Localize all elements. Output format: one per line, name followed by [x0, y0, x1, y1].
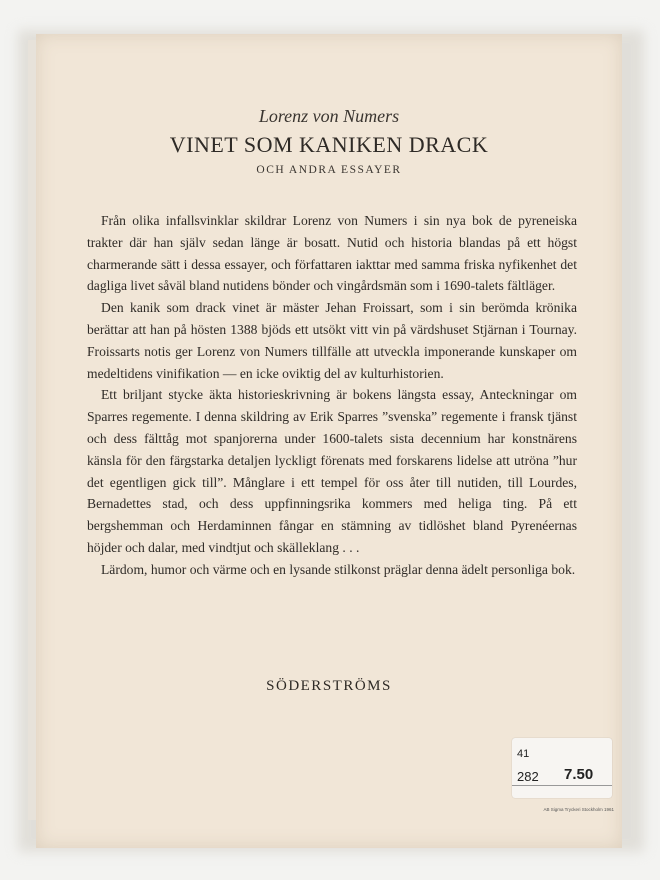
blurb-paragraph: Den kanik som drack vinet är mäster Jehan Froissart, som i sin berömda krönika berättar att han på hösten 1388 bjöds ett utsökt vitt vin på värdshuset Stjärnan i Tournay. Froissarts notis ger Lorenz von Numers tillfälle att utveckla imponerande kunskaper om medeltidens vinifikation — en icke oviktig del av kulturhistorien. [87, 300, 577, 381]
blurb-paragraph: Lärdom, humor och värme och en lysande stilkonst präglar denna ädelt personliga bok. [101, 561, 576, 577]
printer-note: AB Sigma Tryckeri Stockholm 1961 [543, 807, 614, 812]
sticker-code: 41 [517, 748, 530, 760]
blurb-paragraph: Ett briljant stycke äkta historieskrivning är bokens längsta essay, Anteckningar om Sparres regemente. I denna skildring av Erik Sparres ”svenska” regemente i fransk tjänst och dess fälttåg mot spanjorerna under 1600-talets sista decennium har konstnärens känsla för den färgstarka detaljen lyckligt förenats med forskarens lidelse att utröna ”hur det egentligen gick till”. Månglare i ett tempel för oss åter till nutiden, till Lourdes, Bernadettes stad, och dess uppfinningsrika kommers med heliga ting. På ett bergshemman och Herdaminnen fångar en stämning av tidlöshet bland Pyrenéernas höjder och dalar, med vindtjut och skälleklang . . . [87, 387, 577, 555]
blurb-text [87, 210, 577, 581]
sticker-number: 282 [517, 769, 539, 784]
author-name: Lorenz von Numers [258, 106, 400, 126]
book-back-cover [36, 34, 622, 848]
sticker-price: 7.50 [564, 766, 594, 783]
book-title: VINET SOM KANIKEN DRACK [169, 132, 489, 157]
blurb-paragraph: Från olika infallsvinklar skildrar Lorenz von Numers i sin nya bok de pyreneiska trakter där han själv sedan länge är bosatt. Nutid och historia blandas på ett högst charmerande sätt i dessa essayer, och författaren iakttar med samma friska nyfikenhet det dagliga livet såväl bland nutidens bönder och vingårdsmän som i 1690-talets fältläger. [87, 213, 577, 294]
price-sticker [512, 738, 612, 798]
book-subtitle: OCH ANDRA ESSAYER [256, 164, 402, 176]
sticker-divider [512, 785, 612, 786]
publisher-name: SÖDERSTRÖMS [266, 678, 392, 694]
